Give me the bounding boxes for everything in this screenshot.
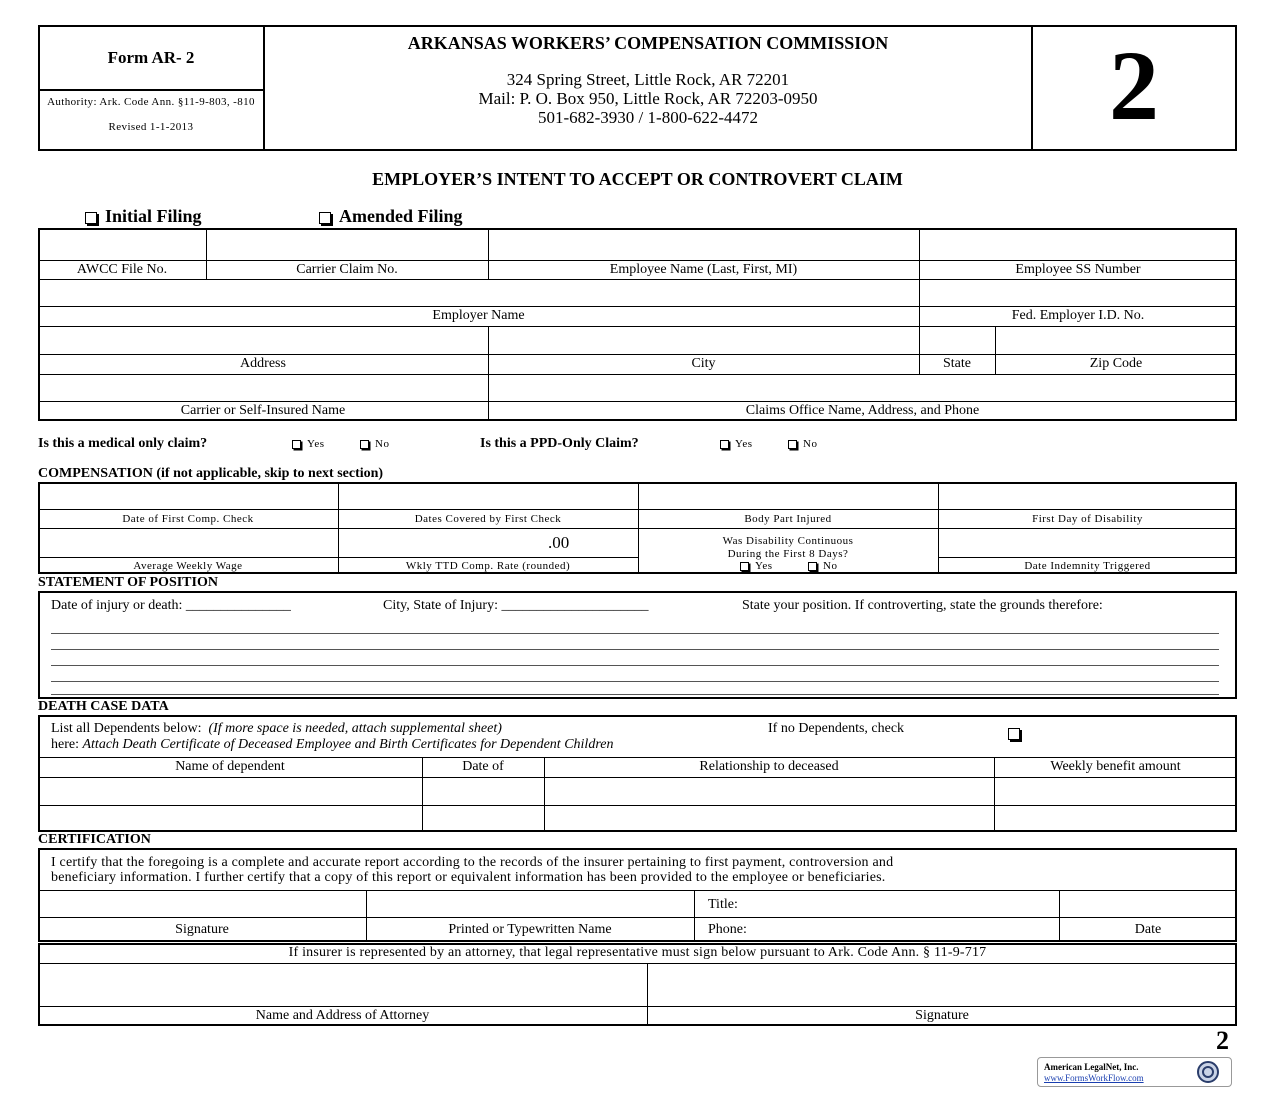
initial-filing-label: Initial Filing [105, 206, 202, 226]
employer-name-input[interactable] [40, 281, 918, 305]
employee-name-input[interactable] [490, 230, 918, 259]
carrier-claim-no-input[interactable] [208, 230, 487, 259]
claims-office-label: Claims Office Name, Address, and Phone [745, 403, 980, 418]
carrier-name-input[interactable] [40, 376, 487, 400]
ppd-only-no-checkbox[interactable] [788, 440, 797, 449]
no-dependents-label: If no Dependents, check [768, 721, 905, 736]
employee-ssn-input[interactable] [921, 230, 1235, 259]
title-field[interactable]: Title: [708, 897, 738, 912]
carrier-claim-no-label: Carrier Claim No. [296, 262, 398, 277]
disability-question-line2: During the First 8 Days? [727, 548, 849, 560]
col-weekly-benefit: Weekly benefit amount [1050, 759, 1181, 774]
attach-instruction: here: Attach Death Certificate of Deceased Employee and Birth Certificates for Dependent Children [51, 737, 614, 752]
no-dependents-checkbox[interactable] [1008, 725, 1028, 743]
attorney-note: If insurer is represented by an attorney, that legal representative must sign below pursuant to Ark. Code Ann. § 11-9-717 [288, 945, 987, 960]
amended-filing-option[interactable] [319, 206, 463, 227]
position-line[interactable] [51, 633, 1219, 634]
fed-employer-id-label: Fed. Employer I.D. No. [1011, 308, 1145, 323]
form-id: Form AR- 2 [107, 48, 195, 67]
initial-filing-checkbox[interactable] [85, 212, 97, 224]
revised-date: Revised 1-1-2013 [108, 121, 194, 133]
col-dependent-date: Date of [462, 759, 504, 774]
phone-field[interactable]: Phone: [708, 922, 747, 937]
first-check-date-input[interactable] [40, 484, 337, 508]
medical-only-yes-checkbox[interactable] [292, 440, 301, 449]
date-input[interactable] [1061, 892, 1235, 916]
page-number: 2 [1216, 1026, 1229, 1055]
dates-covered-label: Dates Covered by First Check [414, 513, 562, 525]
avg-weekly-wage-label: Average Weekly Wage [133, 560, 243, 572]
claims-office-input[interactable] [490, 376, 1235, 400]
col-dependent-name: Name of dependent [175, 759, 285, 774]
first-check-date-label: Date of First Comp. Check [122, 513, 254, 525]
publisher-url[interactable]: www.FormsWorkFlow.com [1044, 1073, 1144, 1083]
city-input[interactable] [490, 328, 918, 353]
position-line[interactable] [51, 665, 1219, 666]
agency-street: 324 Spring Street, Little Rock, AR 72201 [506, 70, 790, 89]
certification-text-line2: beneficiary information. I further certify that a copy of this report or equivalent information has been provided to the employee or beneficiaries. [51, 870, 886, 885]
attorney-signature-label: Signature [915, 1008, 969, 1023]
death-case-heading: DEATH CASE DATA [38, 699, 169, 714]
agency-mail: Mail: P. O. Box 950, Little Rock, AR 72203-0950 [478, 89, 818, 108]
awcc-file-no-input[interactable] [40, 230, 205, 259]
amended-filing-label: Amended Filing [339, 206, 463, 226]
publisher-logo-icon [1196, 1060, 1220, 1084]
compensation-heading: COMPENSATION (if not applicable, skip to next section) [38, 466, 384, 481]
injury-date-field[interactable]: Date of injury or death: _______________ [51, 598, 291, 613]
carrier-name-label: Carrier or Self-Insured Name [180, 403, 346, 418]
statement-heading: STATEMENT OF POSITION [38, 575, 218, 590]
avg-weekly-wage-input[interactable] [40, 530, 337, 556]
state-label: State [943, 356, 971, 371]
body-part-label: Body Part Injured [744, 513, 832, 525]
certification-text-line1: I certify that the foregoing is a complete and accurate report according to the records of the insurer pertaining to first payment, controversion and [51, 855, 894, 870]
publisher-name: American LegalNet, Inc. [1044, 1062, 1139, 1072]
medical-only-no[interactable]: No [360, 438, 389, 450]
indemnity-date-input[interactable] [940, 530, 1235, 556]
ttd-rate-cents: .00 [548, 533, 570, 552]
amended-filing-checkbox[interactable] [319, 212, 331, 224]
form-number-large: 2 [1109, 30, 1159, 141]
ppd-only-question: Is this a PPD-Only Claim? [480, 436, 639, 451]
address-input[interactable] [40, 328, 487, 353]
ppd-only-yes[interactable]: Yes [720, 438, 753, 450]
position-line[interactable] [51, 649, 1219, 650]
printed-name-input[interactable] [368, 892, 693, 916]
zip-label: Zip Code [1089, 356, 1143, 371]
attorney-name-label: Name and Address of Attorney [255, 1008, 430, 1023]
zip-input[interactable] [997, 328, 1235, 353]
authority: Authority: Ark. Code Ann. §11-9-803, -810 [47, 96, 255, 108]
medical-only-no-checkbox[interactable] [360, 440, 369, 449]
city-label: City [691, 356, 716, 371]
awcc-file-no-label: AWCC File No. [76, 262, 168, 277]
employee-name-label: Employee Name (Last, First, MI) [609, 262, 798, 277]
disability-question-line1: Was Disability Continuous [722, 535, 854, 547]
injury-city-field[interactable]: City, State of Injury: _____________________ [383, 598, 649, 613]
attorney-name-input[interactable] [40, 965, 646, 1005]
ppd-only-no[interactable]: No [788, 438, 817, 450]
employer-name-label: Employer Name [432, 308, 525, 323]
body-part-input[interactable] [640, 484, 937, 508]
position-prompt: State your position. If controverting, state the grounds therefore: [742, 598, 1103, 613]
dates-covered-input[interactable] [340, 484, 637, 508]
dependent-row[interactable] [40, 807, 1235, 830]
fed-employer-id-input[interactable] [921, 281, 1235, 305]
signature-label: Signature [175, 922, 229, 937]
disability-yes-checkbox[interactable] [740, 562, 749, 571]
ppd-only-yes-checkbox[interactable] [720, 440, 729, 449]
col-relationship: Relationship to deceased [699, 759, 839, 774]
position-line[interactable] [51, 694, 1219, 695]
ttd-rate-input[interactable] [340, 530, 637, 556]
indemnity-date-label: Date Indemnity Triggered [1024, 560, 1151, 572]
initial-filing-option[interactable] [85, 206, 202, 227]
position-line[interactable] [51, 681, 1219, 682]
attorney-signature-input[interactable] [649, 965, 1235, 1005]
first-day-disability-input[interactable] [940, 484, 1235, 508]
medical-only-question: Is this a medical only claim? [38, 436, 208, 451]
dependents-instruction: List all Dependents below: (If more space is needed, attach supplemental sheet) [51, 721, 502, 736]
form-title: EMPLOYER’S INTENT TO ACCEPT OR CONTROVERT CLAIM [372, 169, 903, 189]
state-input[interactable] [921, 328, 994, 353]
date-label: Date [1134, 922, 1162, 937]
disability-no-checkbox[interactable] [808, 562, 817, 571]
dependent-row[interactable] [40, 779, 1235, 804]
disability-no[interactable]: No [808, 560, 837, 572]
signature-input[interactable] [40, 892, 365, 916]
address-label: Address [240, 356, 286, 371]
agency-name: ARKANSAS WORKERS’ COMPENSATION COMMISSION [407, 33, 889, 53]
printed-name-label: Printed or Typewritten Name [448, 922, 612, 937]
certification-heading: CERTIFICATION [38, 832, 151, 847]
first-day-disability-label: First Day of Disability [1032, 513, 1143, 525]
agency-phone: 501-682-3930 / 1-800-622-4472 [537, 108, 759, 127]
disability-yes[interactable]: Yes [740, 560, 773, 572]
ttd-rate-label: Wkly TTD Comp. Rate (rounded) [405, 560, 571, 572]
publisher-badge[interactable] [1037, 1057, 1232, 1087]
medical-only-yes[interactable]: Yes [292, 438, 325, 450]
employee-ssn-label: Employee SS Number [1015, 262, 1141, 277]
